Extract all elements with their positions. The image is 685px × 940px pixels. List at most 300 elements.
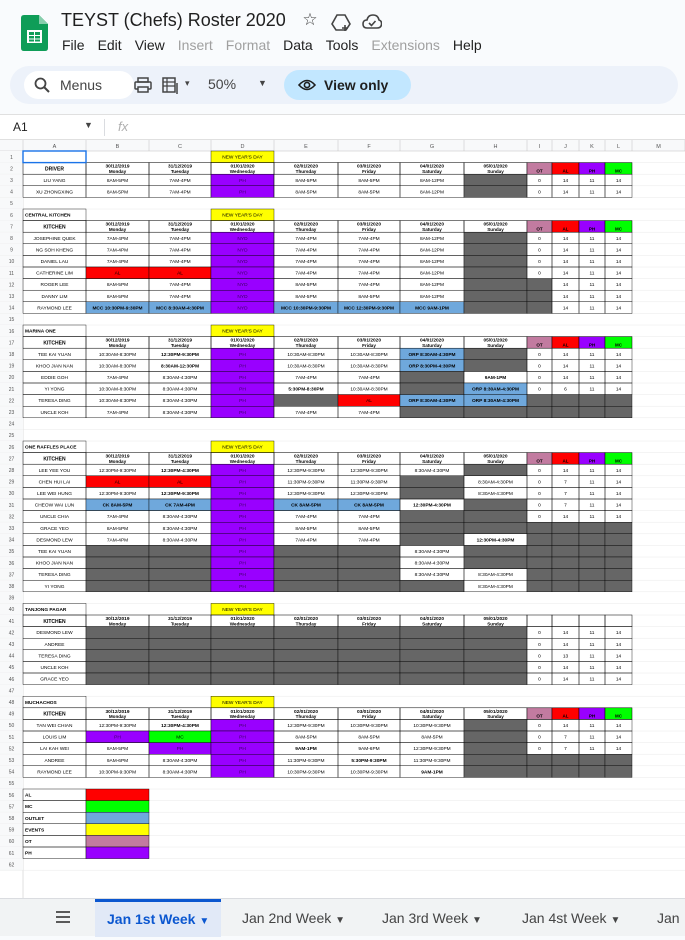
cell-text: ONE RAFFLES PLACE (25, 445, 77, 451)
cell-text: 7AM-4PM (358, 410, 380, 416)
cell-text: OUTLET (25, 816, 45, 822)
cell-text: 0 (538, 654, 541, 660)
star-icon[interactable]: ☆ (302, 10, 318, 29)
tab-label: Jan 2nd Week (242, 910, 332, 926)
cell-text: 12:30PM-9:30PM (413, 747, 451, 753)
header-weekday: Wednesday (229, 458, 256, 464)
move-to-drive-icon[interactable] (331, 12, 351, 32)
row-number: 9 (10, 247, 13, 254)
header-date: 05/01/2020 (483, 709, 508, 715)
row-number: 29 (8, 479, 15, 486)
cell-fill (464, 754, 527, 766)
menu-view[interactable]: View (134, 37, 165, 53)
cell-fill (274, 661, 338, 673)
row-number: 62 (8, 862, 15, 869)
header-date: 04/01/2020 (419, 222, 445, 228)
cell-text: 14 (562, 236, 569, 242)
cell-fill (86, 835, 149, 847)
cell-text: NYD (237, 271, 248, 277)
cell-text: 14 (562, 283, 569, 289)
header-weekday: Saturday (422, 458, 442, 464)
cell-text: 10:30AM-8:30PM (98, 352, 137, 358)
cell-text: 11 (589, 387, 595, 393)
header-weekday: Thursday (295, 168, 317, 174)
cell-border (527, 615, 552, 627)
header-weekday: Tuesday (170, 226, 190, 232)
cell-text: 14 (615, 364, 622, 370)
cell-text: 14 (615, 480, 622, 486)
cell-fill (605, 395, 632, 407)
cell-text: PH (239, 724, 246, 729)
menu-tools[interactable]: Tools (325, 37, 359, 53)
sheets-logo-icon[interactable] (21, 15, 48, 51)
cell-text: 8:30AM-4:30PM (162, 770, 198, 776)
cell-text: 0 (538, 387, 541, 393)
cell-text: 0 (538, 468, 541, 474)
spreadsheet-grid[interactable] (0, 140, 685, 898)
cell-text: 14 (562, 376, 569, 381)
cell-text: 12:30PM-4:30PM (161, 724, 199, 729)
cell-fill (464, 244, 527, 256)
row-number: 19 (8, 363, 15, 370)
menu-data[interactable]: Data (283, 37, 313, 53)
cell-fill (149, 661, 211, 673)
column-header-k: K (590, 144, 594, 150)
cell-text: MARINA ONE (25, 329, 56, 335)
header-weekday: Sunday (487, 458, 504, 464)
cell-text: NYD (237, 283, 248, 289)
cell-fill (86, 847, 149, 859)
row-number: 61 (8, 850, 15, 857)
cell-text: 7AM-4PM (169, 248, 191, 254)
cell-text: 14 (615, 631, 622, 637)
cell-text: MCC 9AM-1PM (415, 306, 449, 312)
cell-fill (464, 545, 527, 557)
cell-text: 11 (589, 747, 595, 753)
cell-text: 8:30AM-4:30PM (162, 515, 198, 521)
cell-text: 7AM-4PM (106, 410, 129, 416)
row-number: 35 (8, 549, 15, 556)
header-date: 03/01/2020 (356, 164, 382, 170)
cell-fill (400, 627, 464, 639)
cell-text: 14 (615, 260, 622, 265)
tab-chevron-down-icon[interactable]: ▼ (472, 915, 482, 926)
cell-fill (527, 569, 552, 581)
cell-text: RAYMOND LEE (37, 770, 72, 776)
cell-text: 8AM-12PM (420, 248, 444, 254)
paint-format-icon[interactable] (162, 77, 180, 95)
cell-text: 8AM-5PM (295, 735, 317, 741)
cell-text: 0 (538, 352, 541, 358)
row-number: 4 (10, 189, 13, 196)
cell-fill (211, 661, 274, 673)
leave-header-label: OT (536, 168, 543, 174)
cell-text: ORP 8:30PM-4:30PM (408, 364, 456, 370)
row-number: 15 (8, 317, 15, 324)
cell-text: 0 (538, 480, 541, 486)
cell-fill (579, 569, 605, 581)
cell-fill (211, 638, 274, 650)
cell-fill (527, 534, 552, 546)
cell-fill (86, 650, 149, 662)
header-date: 04/01/2020 (419, 454, 445, 460)
cell-fill (86, 824, 149, 836)
row-number: 2 (10, 166, 13, 173)
cell-fill (400, 511, 464, 523)
cell-text: LAI KAH WEI (40, 747, 69, 753)
chevron-down-icon[interactable]: ▾ (185, 78, 190, 88)
cell-text: AL (114, 480, 121, 486)
cell-text: 11 (589, 178, 595, 184)
cell-text: 7AM-4PM (295, 376, 317, 381)
cell-text: 7AM-4PM (295, 515, 317, 521)
cell-text: 8AM-12PM (420, 271, 444, 277)
cell-text: 8:30AM-4:30PM (414, 550, 450, 555)
header-weekday: Sunday (487, 168, 504, 174)
formula-bar (0, 114, 685, 140)
tab-jan-1st-week[interactable] (95, 899, 221, 937)
cell-text: PH (239, 387, 246, 393)
tab-chevron-down-icon[interactable]: ▼ (199, 916, 210, 927)
cell-text: EVENTS (25, 828, 45, 834)
cell-fill (86, 557, 149, 569)
cell-fill (464, 464, 527, 476)
cell-text: CENTRAL KITCHEN (25, 213, 71, 219)
cell-fill (552, 569, 579, 581)
cell-text: 8AM-5PM (358, 735, 380, 741)
cell-fill (274, 673, 338, 685)
leave-header-label: MC (615, 458, 622, 464)
cell-text: PH (239, 747, 246, 753)
view-only-button[interactable] (284, 70, 411, 100)
cell-text: 11 (589, 666, 595, 671)
cell-text: 14 (615, 735, 622, 741)
cell-fill (464, 348, 527, 360)
column-header-c: C (178, 144, 182, 150)
cell-fill (274, 638, 338, 650)
cell-fill (552, 580, 579, 592)
cell-text: MCC 8:30AM-4:30PM (156, 306, 204, 312)
tab-chevron-down-icon[interactable]: ▼ (610, 915, 621, 926)
cell-text: 14 (615, 387, 622, 393)
header-weekday: Wednesday (229, 621, 256, 627)
header-weekday: Monday (108, 621, 127, 627)
cell-text: 11 (589, 271, 595, 277)
cell-fill (149, 650, 211, 662)
cell-fill (400, 650, 464, 662)
cell-reference-box[interactable]: A1 (13, 120, 28, 134)
zoom-chevron-down-icon[interactable]: ▼ (258, 78, 267, 88)
cell-fill (400, 383, 464, 395)
cell-text: 11 (589, 306, 595, 312)
cell-text: PH (239, 376, 246, 381)
sheet-tabs-bar (0, 898, 685, 936)
cell-fill (338, 650, 400, 662)
cell-text: PH (239, 364, 246, 370)
cell-text: 14 (562, 306, 569, 312)
column-header-j: J (564, 144, 567, 150)
cell-text: NYD (237, 236, 248, 242)
cell-text: 0 (538, 631, 541, 637)
cell-text: 8AM-5PM (106, 747, 129, 753)
cell-text: 14 (615, 492, 622, 497)
cell-fill (552, 406, 579, 418)
cell-fill (464, 232, 527, 244)
cell-fill (605, 545, 632, 557)
cell-text: 7AM-4PM (295, 538, 317, 544)
cell-fill (149, 580, 211, 592)
section-header-label: KITCHEN (43, 340, 66, 347)
cell-fill (579, 406, 605, 418)
cell-text: 7AM-4PM (169, 236, 191, 242)
cell-text: 7AM-4PM (358, 376, 380, 381)
header-weekday: Wednesday (229, 168, 256, 174)
row-number: 44 (8, 653, 15, 660)
row-number: 40 (8, 607, 15, 614)
cell-text: 8AM-5PM (106, 283, 129, 289)
cell-fill (86, 789, 149, 801)
cell-text: CATHERINE LIM (36, 271, 73, 277)
header-date: 31/12/2019 (167, 709, 193, 715)
cell-fill (605, 766, 632, 778)
column-header-a: A (52, 144, 57, 150)
cell-text: 8AM-5PM (358, 526, 380, 532)
header-weekday: Thursday (295, 621, 317, 627)
document-title[interactable]: TEYST (Chefs) Roster 2020 (61, 10, 286, 30)
search-menus-button[interactable] (24, 71, 134, 99)
tab-chevron-down-icon[interactable]: ▼ (335, 915, 346, 926)
cell-text: PH (239, 190, 246, 196)
header-date: 02/01/2020 (293, 222, 319, 228)
print-icon[interactable] (134, 77, 152, 93)
cell-fill (552, 534, 579, 546)
row-number: 27 (8, 456, 15, 463)
header-weekday: Thursday (295, 226, 317, 232)
header-weekday: Monday (108, 342, 127, 348)
cell-text: 11:30PM-9:30PM (287, 480, 325, 486)
cell-fill (86, 627, 149, 639)
header-weekday: Saturday (422, 226, 442, 232)
cell-text: UNCLE KOH (40, 666, 69, 671)
cell-text: CHEN HUI LAI (38, 480, 71, 486)
cell-text: MCC 12:30PM-9:30PM (343, 306, 395, 312)
header-date: 05/01/2020 (483, 164, 508, 170)
menu-help[interactable]: Help (452, 37, 482, 53)
cell-text: 10:30PM-9:30PM (98, 770, 137, 776)
column-header-i: I (538, 144, 541, 150)
row-number: 1 (10, 154, 13, 161)
cell-text: 14 (615, 294, 622, 300)
cell-fill (338, 545, 400, 557)
cell-text: 7 (564, 735, 567, 741)
cell-fill (552, 754, 579, 766)
cell-text: MCC 10:30PM-9:30PM (280, 306, 332, 312)
cell-fill (338, 569, 400, 581)
cell-text: 11 (589, 515, 595, 521)
cell-text: DESMOND LEW (36, 538, 73, 544)
cell-text: UNCLE KOH (40, 410, 69, 416)
tab-jan-2nd-week[interactable] (230, 899, 357, 937)
grid-canvas[interactable] (0, 140, 685, 898)
cell-fill (149, 627, 211, 639)
header-date: 03/01/2020 (356, 338, 382, 344)
cell-fill (274, 650, 338, 662)
leave-header-label: AL (562, 226, 569, 232)
cell-text: 14 (562, 364, 569, 370)
cell-text: 8AM-5PM (358, 294, 380, 300)
header-weekday: Tuesday (170, 714, 190, 720)
cell-text: 6 (564, 387, 567, 393)
leave-header-label: MC (615, 226, 622, 232)
column-header-m: M (656, 144, 661, 150)
row-number: 45 (8, 665, 15, 672)
cell-fill (464, 661, 527, 673)
cell-text: 7 (564, 503, 567, 509)
cell-text: 14 (562, 515, 569, 521)
cell-text: 0 (538, 236, 541, 242)
row-number: 17 (8, 340, 15, 347)
cell-fill (86, 801, 149, 813)
cell-text: KHOO JIAN NAN (35, 364, 74, 370)
row-number: 38 (8, 584, 15, 590)
menu-extensions: Extensions (371, 37, 440, 53)
cell-fill (464, 290, 527, 302)
cell-fill (338, 557, 400, 569)
header-date: 04/01/2020 (419, 709, 445, 715)
cell-text: 8:30AM-4:30PM (162, 410, 198, 416)
cell-text: 14 (562, 468, 569, 474)
cell-fill (464, 511, 527, 523)
cell-text: 0 (538, 515, 541, 521)
row-number: 47 (8, 688, 15, 695)
cell-text: 7AM-4PM (358, 538, 380, 544)
cell-text: KHOO JIAN NAN (35, 561, 74, 567)
cell-text: 10:30AM-8:30PM (350, 352, 388, 358)
leave-header-label: PH (588, 713, 596, 719)
cloud-status-icon[interactable] (362, 12, 382, 32)
cell-fill (552, 395, 579, 407)
cell-text: 14 (615, 283, 622, 289)
cell-text: 0 (538, 248, 541, 254)
section-header-label: KITCHEN (43, 456, 66, 463)
leave-header-label: AL (562, 168, 569, 174)
row-number: 26 (8, 444, 15, 451)
cell-text: PH (239, 584, 246, 590)
cell-fill (464, 627, 527, 639)
cell-fill (527, 279, 552, 291)
cell-fill (149, 545, 211, 557)
cell-text: PH (239, 480, 246, 486)
cell-text: 11 (589, 480, 595, 486)
row-number: 37 (8, 572, 15, 579)
column-header-d: D (240, 144, 245, 150)
cell-text: 0 (538, 376, 541, 381)
cell-fill (149, 638, 211, 650)
cell-text: AL (177, 271, 183, 277)
cell-fill (527, 290, 552, 302)
cell-text: 7 (564, 747, 567, 753)
cell-fill (338, 638, 400, 650)
header-weekday: Thursday (295, 714, 317, 720)
header-weekday: Friday (362, 621, 376, 627)
cell-text: 11:30PM-9:30PM (350, 480, 388, 486)
zoom-select[interactable]: 50% (208, 76, 237, 92)
tab-jan-next[interactable] (645, 899, 685, 937)
cell-text: 9AM-1PM (484, 376, 507, 381)
tab-jan-4st-week[interactable] (510, 899, 632, 937)
cell-text: 8AM-5PM (358, 190, 380, 196)
cell-text: 11 (589, 376, 595, 381)
cell-text: 14 (615, 503, 622, 509)
cell-text: 11 (589, 190, 595, 196)
cell-text: 8AM-5PM (106, 178, 129, 184)
cell-text: 8AM-12PM (420, 283, 444, 289)
cell-fill (527, 406, 552, 418)
menu-edit[interactable]: Edit (97, 37, 122, 53)
menu-file[interactable]: File (62, 37, 85, 53)
header-weekday: Friday (362, 714, 376, 720)
cell-fill (400, 476, 464, 488)
cell-text: 8:30AM-4:30PM (414, 573, 450, 579)
cell-text: 14 (562, 178, 569, 184)
cell-text: AL (114, 271, 121, 277)
cell-text: 8AM-5PM (295, 294, 317, 300)
header-date: 02/01/2020 (293, 709, 319, 715)
tab-label: Jan 3rd Week (382, 910, 469, 926)
section-header-label: KITCHEN (43, 618, 66, 625)
cell-fill (464, 638, 527, 650)
cell-fill (579, 557, 605, 569)
header-date: 03/01/2020 (356, 709, 382, 715)
cell-text: 0 (538, 492, 541, 497)
all-sheets-menu-icon[interactable] (55, 910, 71, 924)
cell-text: TERESA DING (38, 573, 71, 579)
cell-text: 12:30PM-4:30PM (161, 468, 199, 474)
cell-text: MC (25, 805, 33, 811)
cell-text: 14 (615, 642, 622, 648)
menu-insert: Insert (177, 37, 213, 53)
header-date: 03/01/2020 (356, 222, 382, 228)
cell-fill (149, 673, 211, 685)
cell-text: PH (114, 735, 121, 741)
cell-fill (527, 754, 552, 766)
leave-header-label: PH (588, 226, 596, 232)
cell-fill (338, 661, 400, 673)
cell-text: CK 8AM-5PM (354, 503, 384, 509)
cell-text: 14 (615, 747, 622, 753)
cell-fill (400, 673, 464, 685)
row-number: 49 (8, 711, 15, 718)
cell-fill (464, 719, 527, 731)
header-weekday: Friday (362, 458, 376, 464)
cell-text: 10:30AM-8:30PM (350, 387, 388, 393)
header-date: 01/01/2020 (230, 709, 255, 715)
row-number: 18 (8, 352, 15, 358)
cell-text: 7AM-4PM (106, 538, 129, 544)
cell-fill (211, 673, 274, 685)
row-number: 51 (8, 734, 15, 741)
tab-jan-3rd-week[interactable] (370, 899, 494, 937)
row-number: 42 (8, 630, 15, 637)
cell-text: 14 (615, 271, 622, 277)
cell-text: ORP 8:30AM-4:30PM (408, 352, 456, 358)
cell-text: AL (25, 793, 32, 799)
header-date: 03/01/2020 (356, 617, 382, 622)
cell-ref-chevron-down-icon[interactable]: ▼ (84, 120, 93, 130)
cell-text: 8:30AM-12:30PM (160, 364, 200, 370)
cell-text: 10:30AM-8:30PM (98, 399, 137, 405)
header-weekday: Sunday (487, 226, 504, 232)
